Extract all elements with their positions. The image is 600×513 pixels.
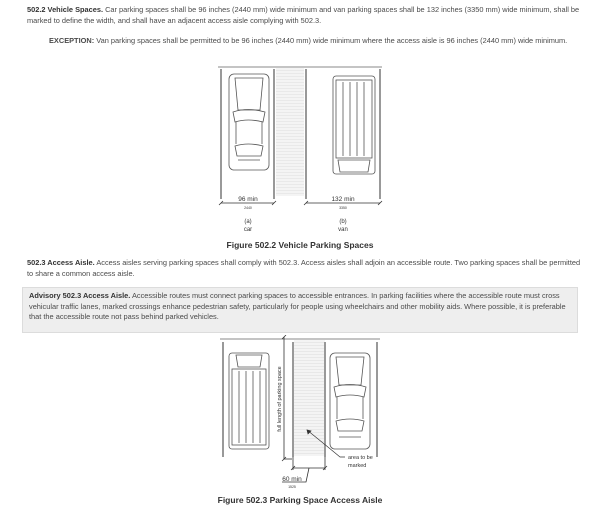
length-dimension-line <box>282 335 292 461</box>
section-502-2-heading: 502.2 Vehicle Spaces. <box>27 5 104 14</box>
figure-502-3-diagram <box>200 335 400 495</box>
access-aisle-hatch <box>294 340 325 456</box>
car-dimension-label: 96 min <box>238 196 258 203</box>
van-icon <box>333 76 375 174</box>
figure-502-2-caption: Figure 502.2 Vehicle Parking Spaces <box>226 240 374 250</box>
van-label: van <box>338 227 348 233</box>
car-icon <box>330 353 370 449</box>
section-502-3-paragraph <box>27 258 587 279</box>
aisle-dimension-mm: 1525 <box>288 485 296 489</box>
stripe-car-right <box>273 69 275 199</box>
exception-body: Van parking spaces shall be permitted to be 96 inches (2440 mm) wide minimum where the access aisle is 96 inches (2440 mm) wide minimum. <box>94 36 568 45</box>
section-502-2-paragraph <box>27 5 587 26</box>
advisory-box <box>22 287 578 333</box>
stripe-left <box>222 342 224 457</box>
car-label-letter: (a) <box>244 219 252 225</box>
figure-502-2-diagram <box>200 60 400 240</box>
advisory-heading: Advisory 502.3 Access Aisle. <box>29 291 131 300</box>
stripe-right <box>376 342 378 457</box>
exception-label: EXCEPTION: <box>49 36 95 45</box>
van-dimension-mm: 3350 <box>339 206 347 210</box>
stripe-car-left <box>220 69 222 199</box>
area-label-line2: marked <box>348 463 367 469</box>
aisle-dimension-label: 60 min <box>282 476 302 483</box>
advisory-body: Accessible routes must connect parking spaces to accessible entrances. In parking facilities where the accessible route must cross vehicular traffic lanes, marked crossings enhance pedestrian safety, particularly for people using wheelchairs and other mobility aids. Where possible, it is preferable that the accessible route not pass behind parked vehicles. <box>29 291 566 321</box>
section-502-3-body: Access aisles serving parking spaces shall comply with 502.3. Access aisles shall adjoin an accessible route. Two parking spaces shall be permitted to share a common access aisle. <box>27 258 581 278</box>
van-label-letter: (b) <box>339 219 347 225</box>
aisle-hatch <box>276 68 304 196</box>
area-label-line1: area to be <box>348 455 373 461</box>
section-502-2-body: Car parking spaces shall be 96 inches (2440 mm) wide minimum and van parking spaces shall be 132 inches (3350 mm) wide minimum, shall be marked to define the width, and shall have an adjacent access aisle complying with 502.3. <box>27 5 580 25</box>
figure-502-3-caption: Figure 502.3 Parking Space Access Aisle <box>217 495 383 505</box>
section-502-3-heading: 502.3 Access Aisle. <box>27 258 95 267</box>
van-dimension-label: 132 min <box>331 196 355 203</box>
car-icon <box>229 74 269 170</box>
exception-paragraph <box>49 36 569 47</box>
stripe-aisle-left <box>292 342 294 457</box>
car-dimension-mm: 2440 <box>244 206 252 210</box>
car-label: car <box>243 227 253 233</box>
stripe-aisle-right <box>324 342 326 457</box>
stripe-van-left <box>305 69 307 199</box>
length-label: full length of parking space <box>277 366 283 432</box>
van-icon <box>229 353 269 449</box>
stripe-van-right <box>379 69 381 199</box>
